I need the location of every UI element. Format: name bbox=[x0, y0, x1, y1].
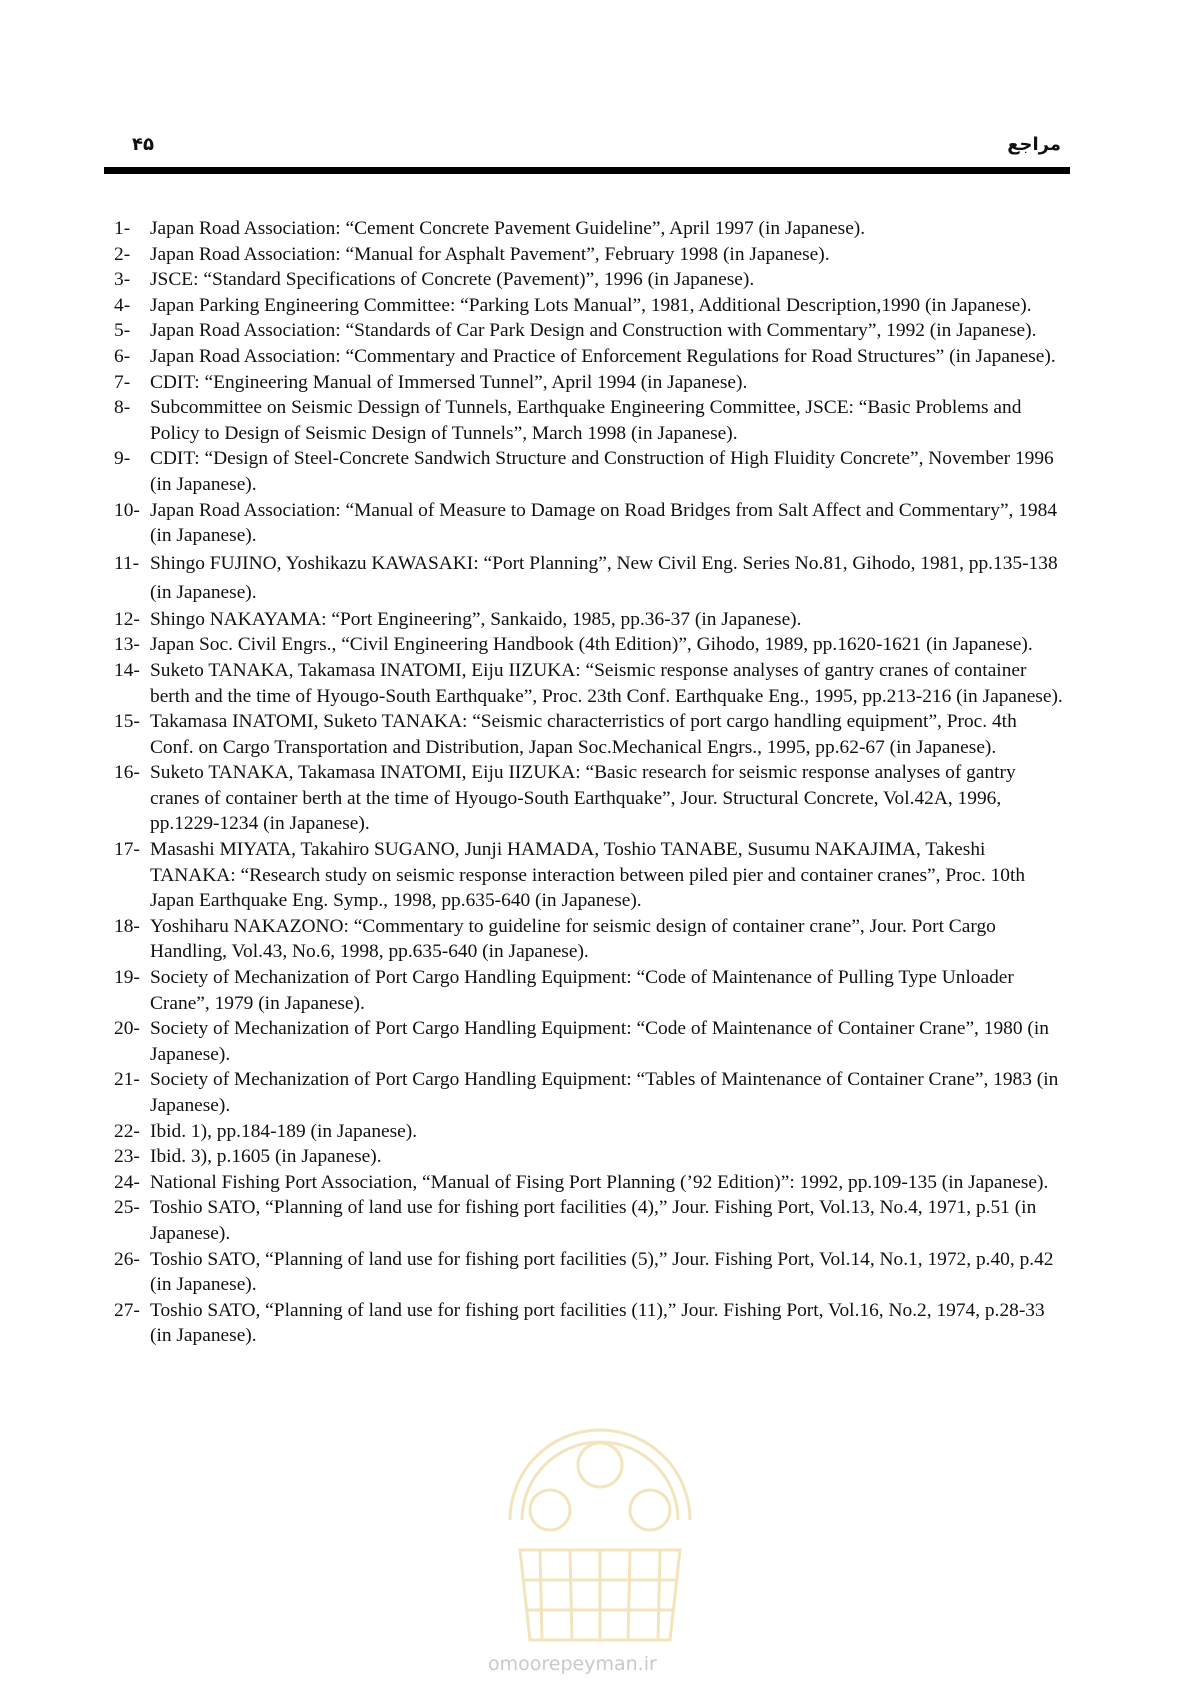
reference-item bbox=[114, 318, 1064, 344]
reference-item bbox=[114, 395, 1064, 446]
reference-item bbox=[114, 1298, 1064, 1349]
reference-list bbox=[114, 216, 1064, 1349]
reference-item bbox=[114, 837, 1064, 914]
reference-number: 1- bbox=[114, 218, 131, 239]
reference-number: 3- bbox=[114, 269, 131, 291]
reference-text: Japan Parking Engineering Committee: “Parking Lots Manual”, 1981, Additional Description,1990 (in Japanese). bbox=[150, 294, 1032, 316]
reference-item bbox=[114, 965, 1064, 1016]
reference-item bbox=[114, 1170, 1064, 1196]
watermark-site: omoorepeyman.ir bbox=[488, 1653, 657, 1675]
reference-number: 9- bbox=[114, 448, 131, 470]
reference-number: 7- bbox=[114, 371, 131, 393]
reference-item bbox=[114, 498, 1064, 549]
reference-text: National Fishing Port Association, “Manual of Fising Port Planning (’92 Edition)”: 1992, pp.109-135 (in Japanese). bbox=[150, 1171, 1049, 1193]
reference-number: 11- bbox=[114, 552, 140, 574]
reference-text: JSCE: “Standard Specifications of Concrete (Pavement)”, 1996 (in Japanese). bbox=[150, 269, 755, 291]
reference-item bbox=[114, 1195, 1064, 1246]
reference-item bbox=[114, 914, 1064, 965]
reference-number: 8- bbox=[114, 397, 131, 419]
reference-item bbox=[114, 1119, 1064, 1145]
reference-number: 25- bbox=[114, 1197, 140, 1219]
reference-item bbox=[114, 293, 1064, 319]
reference-item bbox=[114, 446, 1064, 497]
header-rule bbox=[104, 167, 1070, 174]
reference-text: Toshio SATO, “Planning of land use for fishing port facilities (5),” Jour. Fishing Port, Vol.14, No.1, 1972, p.40, p.42 (in Japanese). bbox=[150, 1248, 1054, 1296]
reference-text: Society of Mechanization of Port Cargo Handling Equipment: “Tables of Maintenance of Container Crane”, 1983 (in Japanese). bbox=[150, 1069, 1059, 1116]
reference-number: 2- bbox=[114, 243, 131, 265]
reference-text: Subcommittee on Seismic Dessign of Tunnels, Earthquake Engineering Committee, JSCE: “Basic Problems and Policy to Design of Seismic Design of Tunnels”, March 1998 (in Japanese). bbox=[150, 397, 1022, 444]
reference-number: 17- bbox=[114, 839, 140, 861]
reference-number: 23- bbox=[114, 1146, 140, 1168]
reference-number: 24- bbox=[114, 1171, 140, 1193]
reference-item bbox=[114, 1247, 1064, 1298]
reference-text: Toshio SATO, “Planning of land use for fishing port facilities (11),” Jour. Fishing Port, Vol.16, No.2, 1974, p.28-33 (in Japanese). bbox=[150, 1299, 1045, 1347]
reference-text: Suketo TANAKA, Takamasa INATOMI, Eiju IIZUKA: “Basic research for seismic response analyses of gantry cranes of container berth at the time of Hyougo-South Earthquake”, Jour. Structural Concrete, Vol.42A, 1996, pp.1229-1234 (in Japanese). bbox=[150, 762, 1016, 835]
reference-text: Japan Road Association: “Standards of Car Park Design and Construction with Commentary”, 1992 (in Japanese). bbox=[150, 320, 1037, 342]
chapter-title: مراجع bbox=[1007, 134, 1061, 155]
reference-text: Society of Mechanization of Port Cargo Handling Equipment: “Code of Maintenance of Pulling Type Unloader Crane”, 1979 (in Japanese). bbox=[150, 967, 1014, 1014]
reference-text: Society of Mechanization of Port Cargo Handling Equipment: “Code of Maintenance of Container Crane”, 1980 (in Japanese). bbox=[150, 1018, 1049, 1065]
page-number: ۴۵ bbox=[132, 134, 154, 155]
reference-item bbox=[114, 760, 1064, 837]
reference-item bbox=[114, 1067, 1064, 1118]
reference-item bbox=[114, 607, 1064, 633]
reference-number: 14- bbox=[114, 659, 140, 681]
reference-item bbox=[114, 709, 1064, 760]
watermark-seal bbox=[480, 1370, 720, 1670]
reference-number: 4- bbox=[114, 294, 131, 316]
reference-number: 22- bbox=[114, 1120, 140, 1142]
reference-text: Ibid. 3), p.1605 (in Japanese). bbox=[150, 1146, 382, 1168]
reference-text: Yoshiharu NAKAZONO: “Commentary to guideline for seismic design of container crane”, Jour. Port Cargo Handling, Vol.43, No.6, 1998, pp.635-640 (in Japanese). bbox=[150, 915, 996, 963]
reference-number: 26- bbox=[114, 1248, 140, 1270]
reference-number: 5- bbox=[114, 320, 131, 342]
reference-item bbox=[114, 1144, 1064, 1170]
reference-item bbox=[114, 658, 1064, 709]
reference-text: Shingo NAKAYAMA: “Port Engineering”, Sankaido, 1985, pp.36-37 (in Japanese). bbox=[150, 608, 802, 630]
reference-text: Masashi MIYATA, Takahiro SUGANO, Junji HAMADA, Toshio TANABE, Susumu NAKAJIMA, Takeshi TANAKA: “Research study on seismic response interaction between piled pier and container cranes”, Proc. 10th Japan Earthquake Eng. Symp., 1998, pp.635-640 (in Japanese). bbox=[150, 839, 1026, 912]
reference-item bbox=[114, 370, 1064, 396]
reference-text: Japan Soc. Civil Engrs., “Civil Engineering Handbook (4th Edition)”, Gihodo, 1989, pp.1620-1621 (in Japanese). bbox=[150, 634, 1033, 656]
reference-number: 27- bbox=[114, 1299, 140, 1321]
reference-item bbox=[114, 549, 1064, 607]
reference-item bbox=[114, 216, 1064, 242]
reference-number: 12- bbox=[114, 608, 140, 630]
reference-number: 21- bbox=[114, 1069, 140, 1091]
reference-item bbox=[114, 267, 1064, 293]
reference-item bbox=[114, 632, 1064, 658]
reference-number: 10- bbox=[114, 499, 140, 521]
reference-item bbox=[114, 1016, 1064, 1067]
reference-text: Japan Road Association: “Manual of Measure to Damage on Road Bridges from Salt Affect and Commentary”, 1984 (in Japanese). bbox=[150, 499, 1058, 547]
reference-text: Suketo TANAKA, Takamasa INATOMI, Eiju IIZUKA: “Seismic response analyses of gantry cranes of container berth and the time of Hyougo-South Earthquake”, Proc. 23th Conf. Earthquake Eng., 1995, pp.213-216 (in Japanese). bbox=[150, 659, 1063, 707]
reference-text: Takamasa INATOMI, Suketo TANAKA: “Seismic characterristics of port cargo handling equipment”, Proc. 4th Conf. on Cargo Transportation and Distribution, Japan Soc.Mechanical Engrs., 1995, pp.62-67 (in Japanese). bbox=[150, 711, 1017, 758]
reference-number: 13- bbox=[114, 634, 140, 656]
reference-text: Ibid. 1), pp.184-189 (in Japanese). bbox=[150, 1120, 418, 1142]
reference-text: Japan Road Association: “Manual for Asphalt Pavement”, February 1998 (in Japanese). bbox=[150, 243, 830, 265]
reference-number: 20- bbox=[114, 1018, 140, 1040]
reference-item bbox=[114, 242, 1064, 268]
reference-number: 18- bbox=[114, 915, 140, 937]
reference-text: CDIT: “Design of Steel-Concrete Sandwich Structure and Construction of High Fluidity Concrete”, November 1996 (in Japanese). bbox=[150, 448, 1054, 495]
reference-number: 15- bbox=[114, 711, 140, 733]
reference-text: Shingo FUJINO, Yoshikazu KAWASAKI: “Port Planning”, New Civil Eng. Series No.81, Gihodo, 1981, pp.135-138 (in Japanese). bbox=[150, 552, 1058, 603]
reference-item bbox=[114, 344, 1064, 370]
reference-number: 6- bbox=[114, 345, 131, 367]
reference-number: 16- bbox=[114, 762, 140, 784]
reference-text: Toshio SATO, “Planning of land use for fishing port facilities (4),” Jour. Fishing Port, Vol.13, No.4, 1971, p.51 (in Japanese). bbox=[150, 1197, 1037, 1244]
reference-text: Japan Road Association: “Commentary and Practice of Enforcement Regulations for Road Structures” (in Japanese). bbox=[150, 345, 1056, 367]
reference-text: CDIT: “Engineering Manual of Immersed Tunnel”, April 1994 (in Japanese). bbox=[150, 371, 748, 393]
reference-text: Japan Road Association: “Cement Concrete Pavement Guideline”, April 1997 (in Japanese). bbox=[150, 218, 866, 239]
reference-number: 19- bbox=[114, 967, 140, 989]
